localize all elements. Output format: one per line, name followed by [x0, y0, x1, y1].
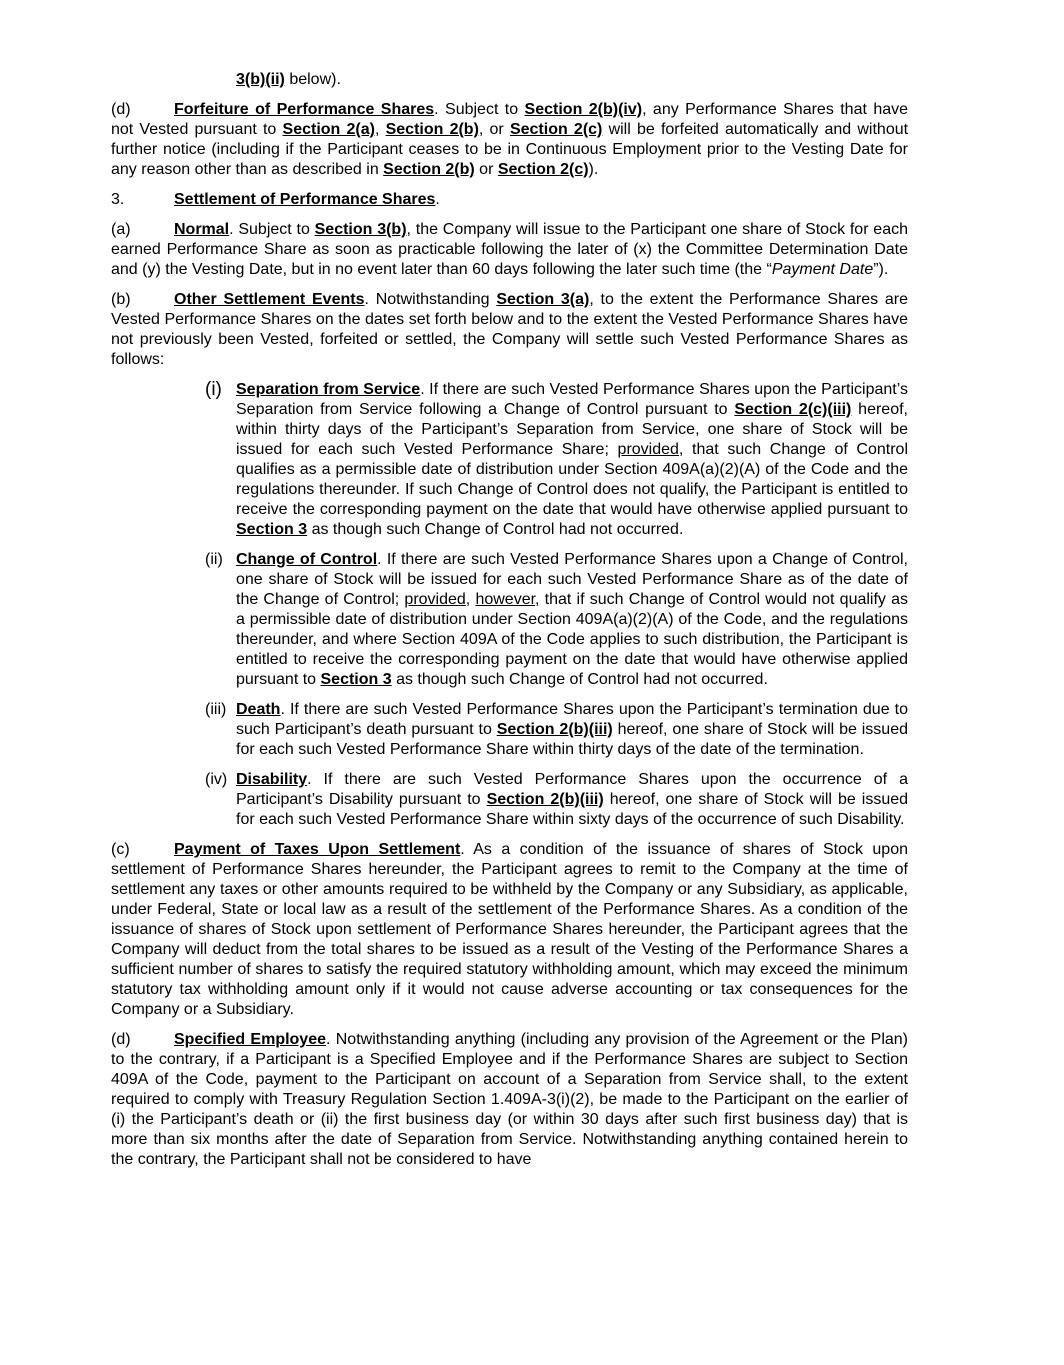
paragraph-number: (d)	[111, 101, 131, 118]
subparagraph-heading: Disability	[236, 771, 308, 788]
section-ref: Section 2(b)	[385, 121, 479, 138]
section-ref: Section 3(b)	[314, 221, 407, 238]
subparagraph-iii-death	[205, 700, 908, 760]
subparagraph-number: (iii)	[205, 701, 227, 718]
subparagraph-heading: Change of Control	[236, 551, 378, 568]
paragraph-c-taxes: (c) Payment of Taxes Upon Settlement. As a condition of the issuance of shares of Stock upon settlement of Performance Shares hereunder, the Participant agrees to remit to the Company at the time of settlement any taxes or other amounts required to be withheld by the Company or any Subsidiary, as applicable, under Federal, State or local law as a result of the settlement of the Performance Shares. As a condition of the issuance of shares of Stock upon settlement of Performance Shares hereunder, the Participant agrees that the Company will deduct from the total shares to be issued as a result of the Vesting of the Performance Shares a sufficient number of shares to satisfy the required statutory withholding amount, which may exceed the minimum statutory tax withholding amount only if it would not cause adverse accounting or tax consequences for the Company or a Subsidiary.	[111, 841, 908, 1018]
document-page	[111, 70, 908, 1170]
subparagraph-i-separation	[205, 380, 908, 540]
subparagraph-text: Disability. If there are such Vested Performance Shares upon the occurrence of a Participant’s Disability pursuant to Section 2(b)(iii) hereof, one share of Stock will be issued for each such Vested Performance Share within sixty days of the occurrence of such Disability.	[236, 771, 909, 828]
section-ref: 3(b)(ii)	[236, 71, 285, 88]
section-ref: Section 2(a)	[282, 121, 375, 138]
subparagraph-text: Change of Control. If there are such Vested Performance Shares upon a Change of Control, one share of Stock will be issued for each such Vested Performance Share as of the date of the Change of Control; provided, however, that if such Change of Control would not qualify as a permissible date of distribution under Section 409A(a)(2)(A) of the Code, and the regulations thereunder, and where Section 409A of the Code applies to such distribution, the Participant is entitled to receive the corresponding payment on the date that would have otherwise applied pursuant to Section 3 as though such Change of Control had not occurred.	[236, 551, 909, 688]
subparagraph-number: (iv)	[205, 771, 228, 788]
section-ref: Section 2(b)(iii)	[486, 791, 604, 808]
section-ref: Section 2(c)(iii)	[734, 401, 852, 418]
subparagraph-heading: Death	[236, 701, 281, 718]
section-ref: Section 3(a)	[496, 291, 590, 308]
paragraph-b-other-settlement: (b) Other Settlement Events. Notwithstanding Section 3(a), to the extent the Performance Shares are Vested Performance Shares on the dates set forth below and to the extent the Vested Performance Shares have not previously been Vested, forfeited or settled, the Company will settle such Vested Performance Shares as follows:	[111, 291, 909, 368]
section-ref: Section 3	[236, 521, 308, 538]
defined-term: Payment Date	[771, 261, 874, 278]
paragraph-heading: Forfeiture of Performance Shares	[174, 101, 435, 118]
paragraph-number: (d)	[111, 1031, 131, 1048]
paragraph-heading: Normal	[174, 221, 230, 238]
section-3-heading: 3. Settlement of Performance Shares.	[111, 191, 440, 208]
section-ref: Section 2(b)(iv)	[524, 101, 643, 118]
subparagraph-number: (ii)	[205, 551, 223, 568]
continuation-line: 3(b)(ii) below).	[236, 71, 341, 88]
subparagraph-heading: Separation from Service	[236, 381, 421, 398]
section-title: Settlement of Performance Shares	[174, 191, 436, 208]
underlined-term: however	[475, 591, 536, 608]
paragraph-d-forfeiture: (d) Forfeiture of Performance Shares. Subject to Section 2(b)(iv), any Performance Shares that have not Vested pursuant to Section 2(a), Section 2(b), or Section 2(c) will be forfeited automatically and without further notice (including if the Participant ceases to be in Continuous Employment prior to the Vesting Date for any reason other than as described in Section 2(b) or Section 2(c)).	[111, 101, 909, 178]
section-ref: Section 3	[320, 671, 392, 688]
paragraph-d-specified-employee: (d) Specified Employee. Notwithstanding anything (including any provision of the Agreement or the Plan) to the contrary, if a Participant is a Specified Employee and if the Performance Shares are subject to Section 409A of the Code, payment to the Participant on account of a Separation from Service shall, to the extent required to comply with Treasury Regulation Section 1.409A-3(i)(2), be made to the Participant on the earlier of (i) the Participant’s death or (ii) the first business day (or within 30 days after such first business day) that is more than six months after the date of Separation from Service. Notwithstanding anything contained herein to the contrary, the Participant shall not be considered to have	[111, 1031, 909, 1168]
underlined-term: provided	[617, 441, 679, 458]
underlined-term: provided	[404, 591, 466, 608]
paragraph-a-normal: (a) Normal. Subject to Section 3(b), the Company will issue to the Participant one share of Stock for each earned Performance Share as soon as practicable following the later of (x) the Committee Determination Date and (y) the Vesting Date, but in no event later than 60 days following the later such time (the “Payment Date”).	[111, 221, 909, 278]
subparagraph-ii-change-of-control	[205, 550, 908, 690]
section-ref: Section 2(b)(iii)	[496, 721, 613, 738]
section-ref: Section 2(c)	[509, 121, 603, 138]
subparagraph-text: Separation from Service. If there are such Vested Performance Shares upon the Participant’s Separation from Service following a Change of Control pursuant to Section 2(c)(iii) hereof, within thirty days of the Participant’s Separation from Service, one share of Stock will be issued for each such Vested Performance Share; provided, that such Change of Control qualifies as a permissible date of distribution under Section 409A(a)(2)(A) of the Code and the regulations thereunder. If such Change of Control does not qualify, the Participant is entitled to receive the corresponding payment on the date that would have otherwise applied pursuant to Section 3 as though such Change of Control had not occurred.	[236, 381, 909, 538]
paragraph-number: (a)	[111, 221, 131, 238]
subparagraph-number: (i)	[205, 379, 222, 400]
paragraph-heading: Specified Employee	[174, 1031, 327, 1048]
subparagraph-iv-disability	[205, 770, 908, 830]
paragraph-number: (c)	[111, 841, 130, 858]
paragraph-heading: Other Settlement Events	[174, 291, 365, 308]
section-ref: Section 2(c)	[497, 161, 589, 178]
section-ref: Section 2(b)	[383, 161, 475, 178]
paragraph-heading: Payment of Taxes Upon Settlement	[174, 841, 461, 858]
section-number: 3.	[111, 191, 125, 208]
subparagraph-text: Death. If there are such Vested Performance Shares upon the Participant’s termination due to such Participant’s death pursuant to Section 2(b)(iii) hereof, one share of Stock will be issued for each such Vested Performance Share within thirty days of the date of the termination.	[236, 701, 909, 758]
paragraph-number: (b)	[111, 291, 131, 308]
